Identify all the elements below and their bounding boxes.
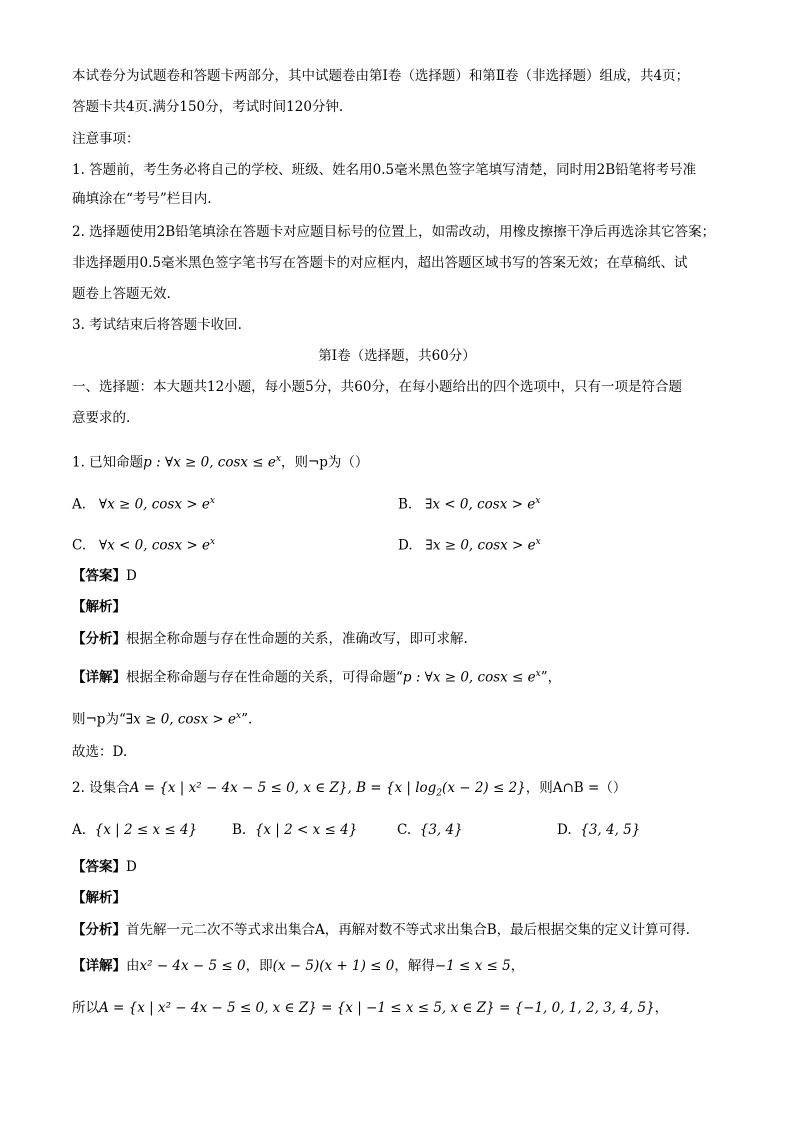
option-math: {3, 4, 5} [580, 822, 641, 838]
then-math: ∃x ≥ 0, cosx > e [125, 711, 236, 728]
detail-c: ，解得 [394, 958, 435, 974]
fenxi-text: 首先解一元二次不等式求出集合A，再解对数不等式求出集合B，最后根据交集的定义计算可得. [126, 922, 690, 938]
option-sup: x [535, 537, 541, 547]
option-math: {x | 2 ≤ x ≤ 4} [94, 822, 198, 838]
option-sup: x [209, 496, 215, 506]
option-sup: x [209, 537, 216, 547]
q2-last [72, 998, 668, 1018]
q2-option-a [72, 820, 197, 840]
detail-text: 根据全称命题与存在性命题的关系，可得命题“ [126, 669, 403, 686]
notice-2b: 非选择题用0.5毫米黑色签字笔书写在答题卡的对应框内，超出答题区域书写的答案无效；在草稿纸、试 [72, 255, 688, 271]
q1-option-a [72, 491, 215, 515]
then-end: ”. [241, 711, 253, 728]
q1-stem-sup: x [275, 454, 281, 464]
fenxi-tag: 【分析】 [72, 631, 126, 647]
last-math: A = {x | x² − 4x − 5 ≤ 0, x ∈ Z} = {x | −1 ≤ x ≤ 5, x ∈ Z} = {−1, 0, 1, 2, 3, 4, 5} [99, 1000, 655, 1016]
detail-d: ， [510, 958, 525, 974]
fenxi-text: 根据全称命题与存在性命题的关系，准确改写，即可求解. [126, 631, 468, 647]
fenxi-tag: 【分析】 [72, 922, 126, 938]
option-math: ∀x ≥ 0, cosx > e [98, 496, 210, 513]
notice-2a: 2. 选择题使用2B铅笔填涂在答题卡对应题目标号的位置上，如需改动，用橡皮擦擦干净后再选涂其它答案； [72, 224, 716, 240]
q1-option-b [398, 491, 540, 515]
q2-stem [72, 778, 626, 804]
answer-value: D [126, 859, 137, 875]
q1-choose: 故选：D. [72, 744, 128, 760]
option-letter: D. [557, 822, 572, 838]
q2-stem-sub: 2 [436, 788, 443, 799]
q2-stem-prefix: 2. 设集合 [72, 780, 130, 796]
option-letter: C. [397, 822, 412, 838]
detail-tag: 【详解】 [72, 958, 126, 974]
notice-2c: 题卷上答题无效. [72, 286, 171, 302]
q2-analysis-tag [72, 888, 126, 908]
analysis-tag: 【解析】 [72, 599, 126, 615]
notice-1b: 确填涂在“考号”栏目内. [72, 191, 212, 207]
q1-detail [72, 664, 561, 688]
section-title: 第Ⅰ卷（选择题，共60分） [318, 348, 476, 364]
detail-math: p : ∀x ≥ 0, cosx ≤ e [402, 669, 536, 686]
option-letter: C. [72, 537, 87, 554]
answer-tag: 【答案】 [72, 568, 126, 584]
q1-option-c [72, 532, 215, 556]
option-math: ∃x ≥ 0, cosx > e [425, 537, 536, 554]
notice-3: 3. 考试结束后将答题卡收回. [72, 317, 242, 333]
q1-stem-math: p : ∀x ≥ 0, cosx ≤ e [143, 454, 276, 471]
option-math: ∀x < 0, cosx > e [99, 537, 210, 554]
detail-math-3: −1 ≤ x ≤ 5 [434, 958, 511, 974]
detail-a: 由 [126, 958, 140, 974]
q2-stem-suffix: ，则A∩B =（） [525, 780, 627, 796]
q2-detail [72, 956, 524, 976]
q1-fenxi [72, 629, 468, 649]
last-prefix: 所以 [72, 1000, 99, 1016]
q2-option-c [397, 820, 463, 840]
option-math: {x | 2 < x ≤ 4} [254, 822, 358, 838]
analysis-tag: 【解析】 [72, 890, 126, 906]
q2-option-d [557, 820, 640, 840]
q2-option-b [232, 820, 357, 840]
q1-answer [72, 566, 137, 586]
part-intro-1: 一、选择题：本大题共12小题，每小题5分，共60分，在每小题给出的四个选项中，只有一项是符合题 [72, 379, 682, 395]
option-letter: A. [72, 822, 87, 838]
option-sup: x [535, 496, 541, 506]
intro-line-2: 答题卡共4页.满分150分，考试时间120分钟. [72, 99, 344, 115]
detail-math-1: x² − 4x − 5 ≤ 0 [139, 958, 246, 974]
option-letter: D. [398, 537, 413, 554]
notice-title: 注意事项： [72, 131, 140, 147]
q1-then [72, 706, 252, 730]
part-intro-2: 意要求的. [72, 410, 131, 426]
option-letter: A. [72, 496, 87, 513]
notice-1a: 1. 答题前，考生务必将自己的学校、班级、姓名用0.5毫米黑色签字笔填写清楚，同时用2B铅笔将考号准 [72, 162, 697, 178]
q2-stem-math-b: , B = {x | log [347, 780, 437, 796]
then-sup: x [235, 711, 242, 721]
q2-answer [72, 857, 137, 877]
then-prefix: 则¬p为“ [72, 711, 126, 728]
option-math: {3, 4} [419, 822, 463, 838]
answer-tag: 【答案】 [72, 859, 126, 875]
q2-stem-math-c: (x − 2) ≤ 2} [442, 780, 526, 796]
answer-value: D [126, 568, 137, 584]
q1-option-d [398, 532, 541, 556]
option-math: ∃x < 0, cosx > e [425, 496, 536, 513]
q2-stem-math-a: A = {x | x² − 4x − 5 ≤ 0, x ∈ Z} [129, 780, 348, 796]
detail-end: ”， [540, 669, 562, 686]
q1-stem [72, 449, 368, 473]
last-end: ， [654, 1000, 669, 1016]
q1-analysis-tag [72, 597, 126, 617]
detail-sup: x [535, 669, 541, 679]
option-letter: B. [232, 822, 247, 838]
detail-tag: 【详解】 [72, 669, 126, 686]
q2-fenxi [72, 920, 690, 940]
detail-b: ，即 [245, 958, 273, 974]
option-letter: B. [398, 496, 413, 513]
intro-line-1: 本试卷分为试题卷和答题卡两部分，其中试题卷由第Ⅰ卷（选择题）和第Ⅱ卷（非选择题）组成，共4页； [72, 68, 690, 84]
q1-stem-suffix: ，则¬p为（） [280, 454, 369, 471]
q1-stem-prefix: 1. 已知命题 [72, 454, 144, 471]
detail-math-2: (x − 5)(x + 1) ≤ 0 [272, 958, 395, 974]
